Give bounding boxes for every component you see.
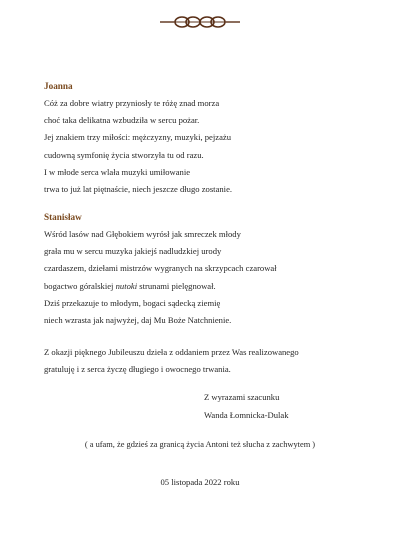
message-line: Z okazji pięknego Jubileuszu dzieła z oddaniem przez Was realizowanego <box>44 347 299 357</box>
poem-line: I w młode serca wlała muzyki umiłowanie <box>44 166 191 177</box>
poem-title: Joanna <box>44 81 73 91</box>
poem-line <box>44 278 374 295</box>
poem-line: trwa to już lat piętnaście, niech jeszcze długo zostanie. <box>44 184 233 195</box>
poem-line: Wśród lasów nad Głębokiem wyrósł jak smreczek młody <box>44 229 241 239</box>
poem-line: Cóż za dobre wiatry przyniosły te różę znad morza <box>44 98 220 108</box>
letter-date: 05 listopada 2022 roku <box>160 477 240 487</box>
congratulation-message <box>44 344 374 378</box>
message-line: gratuluję i z serca życzę długiego i owocnego trwania. <box>44 364 231 374</box>
signature-closing: Z wyrazami szacunku <box>204 392 280 402</box>
poem-line-prefix: bogactwo góralskiej <box>44 280 114 291</box>
poem-line: Dziś przekazuje to młodym, bogaci sądecką ziemię <box>44 297 221 308</box>
poem-line: cudowną symfonię życia stworzyła tu od razu. <box>44 149 204 160</box>
poem-joanna <box>44 78 374 198</box>
signature-name: Wanda Łomnicka-Dulak <box>204 410 289 420</box>
poem-line-italic-word: nutoki <box>115 280 138 291</box>
ornament-knot-icon <box>160 14 240 30</box>
poem-line: czardaszem, dziełami mistrzów wygranych na skrzypcach czarował <box>44 263 277 274</box>
signature-block <box>204 388 289 424</box>
poem-line: choć taka delikatna wzbudziła w sercu pożar. <box>44 115 200 126</box>
poem-line: Jej znakiem trzy miłości: mężczyzny, muzyki, pejzażu <box>44 132 231 143</box>
poem-line: niech wzrasta jak najwyżej, daj Mu Boże Natchnienie. <box>44 315 232 326</box>
remembrance-note: ( a ufam, że gdzieś za granicą życia Antoni też słucha z zachwytem ) <box>84 440 316 449</box>
poem-stanislaw <box>44 209 374 329</box>
poem-line: grała mu w sercu muzyka jakiejś nadludzkiej urody <box>44 246 222 257</box>
poem-title: Stanisław <box>44 212 82 222</box>
poem-line-suffix: strunami pielęgnował. <box>139 280 216 291</box>
